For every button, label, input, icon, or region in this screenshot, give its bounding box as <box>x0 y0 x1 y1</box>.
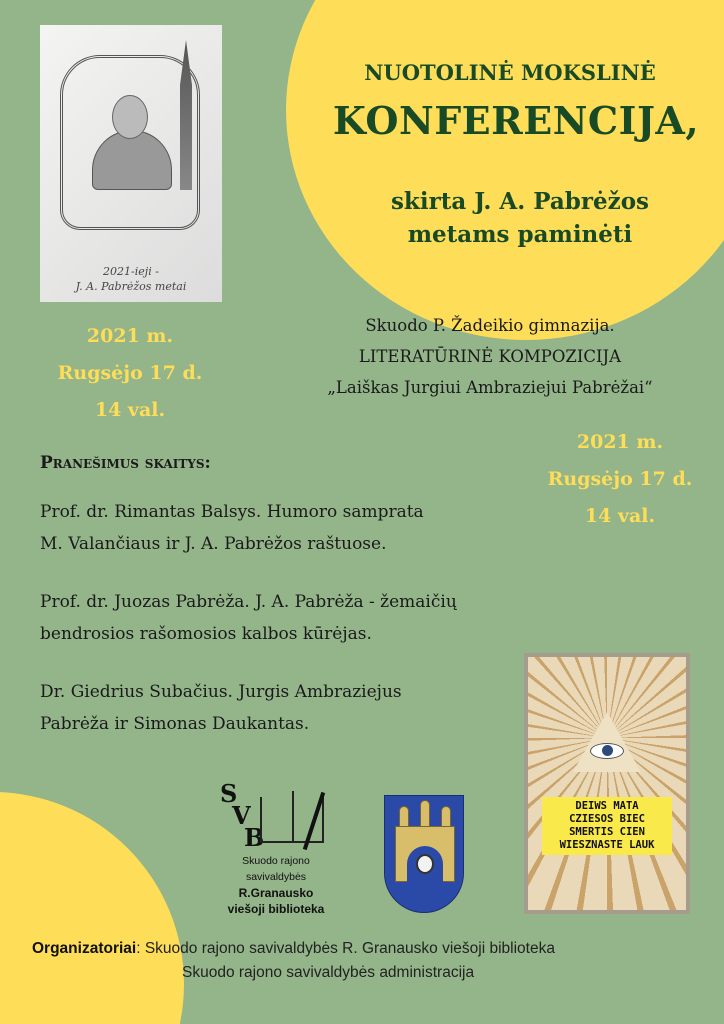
motto-line3: SMERTIS CIEN <box>569 826 645 838</box>
coat-face-icon <box>416 854 434 874</box>
date-left-day: Rugsėjo 17 d. <box>57 362 203 384</box>
date-left-year: 2021 m. <box>86 325 174 347</box>
coat-tower-left <box>399 806 409 828</box>
title-line1: NUOTOLINĖ MOKSLINĖ <box>364 60 656 85</box>
svb-book-icon <box>216 779 336 853</box>
portrait-caption-line1: 2021-ieji - <box>103 265 159 278</box>
skuodas-coat-of-arms-icon <box>384 795 464 913</box>
pabreza-portrait-image <box>40 25 222 302</box>
event-line2: LITERATŪRINĖ KOMPOZICIJA <box>358 347 622 366</box>
organizers-separator: : <box>136 940 141 957</box>
title-line3: skirta J. A. Pabrėžos <box>390 188 649 215</box>
speaker-item <box>40 586 560 650</box>
portrait-caption-line2: J. A. Pabrėžos metai <box>75 280 187 293</box>
speaker-3-line2: Pabrėža ir Simonas Daukantas. <box>40 714 310 734</box>
organizer-1: Skuodo rajono savivaldybės R. Granausko viešoji biblioteka <box>144 940 555 957</box>
library-logo-line2: R.Granausko <box>238 886 314 900</box>
event-line1: Skuodo P. Žadeikio gimnazija. <box>365 316 615 335</box>
event-line3: „Laiškas Jurgiui Ambraziejui Pabrėžai“ <box>327 378 653 397</box>
organizer-2: Skuodo rajono savivaldybės administracija <box>182 964 475 981</box>
artwork-motto <box>542 797 672 855</box>
date-right-year: 2021 m. <box>576 431 664 453</box>
decorative-circle-bottom <box>0 792 184 1024</box>
portrait-head <box>112 95 148 139</box>
herbarium-artwork-image <box>524 653 690 914</box>
decorative-circle-top <box>286 0 724 340</box>
speaker-2-line2: bendrosios rašomosios kalbos kūrėjas. <box>40 624 372 644</box>
speaker-2-line1: Prof. dr. Juozas Pabrėža. J. A. Pabrėža - žemaičių <box>40 592 457 612</box>
library-logo-line3: viešoji biblioteka <box>227 902 325 916</box>
speaker-1-line1: Prof. dr. Rimantas Balsys. Humoro samprata <box>40 502 424 522</box>
coat-tower-right <box>441 806 451 828</box>
portrait-caption <box>40 264 222 294</box>
logo-letter-s: S <box>220 779 238 808</box>
date-right-day: Rugsėjo 17 d. <box>547 468 693 490</box>
motto-line2: CZIESOS BIEC <box>569 813 645 825</box>
artwork-canvas <box>528 657 686 910</box>
library-logo <box>216 779 336 919</box>
logo-letter-v: V <box>232 801 251 830</box>
logo-letter-b: B <box>244 823 265 852</box>
title-line4: metams paminėti <box>407 221 633 248</box>
triangle-icon <box>573 712 641 772</box>
speaker-1-line2: M. Valančiaus ir J. A. Pabrėžos raštuose. <box>40 534 387 554</box>
speaker-3-line1: Dr. Giedrius Subačius. Jurgis Ambraziejus <box>40 682 402 702</box>
svb-letters <box>220 779 265 852</box>
speaker-item <box>40 496 560 560</box>
motto-line4: WIESZNASTE LAUK <box>559 839 655 851</box>
library-logo-line1: Skuodo rajono savivaldybės <box>242 855 310 883</box>
organizers <box>32 937 555 985</box>
title-line2: KONFERENCIJA, <box>332 98 700 143</box>
speaker-item <box>40 676 560 740</box>
event-description <box>270 310 710 403</box>
date-right-time: 14 val. <box>584 505 656 527</box>
date-left <box>40 318 220 429</box>
speakers-heading: Pranešimus skaitys: <box>40 453 211 473</box>
organizers-line1 <box>32 937 555 961</box>
date-left-time: 14 val. <box>94 399 166 421</box>
motto-line1: DEIWS MATA <box>575 800 639 812</box>
organizers-label: Organizatoriai <box>32 940 137 957</box>
eye-iris-icon <box>602 745 613 756</box>
coat-tower-center <box>420 800 430 828</box>
title-subtitle <box>330 185 710 251</box>
